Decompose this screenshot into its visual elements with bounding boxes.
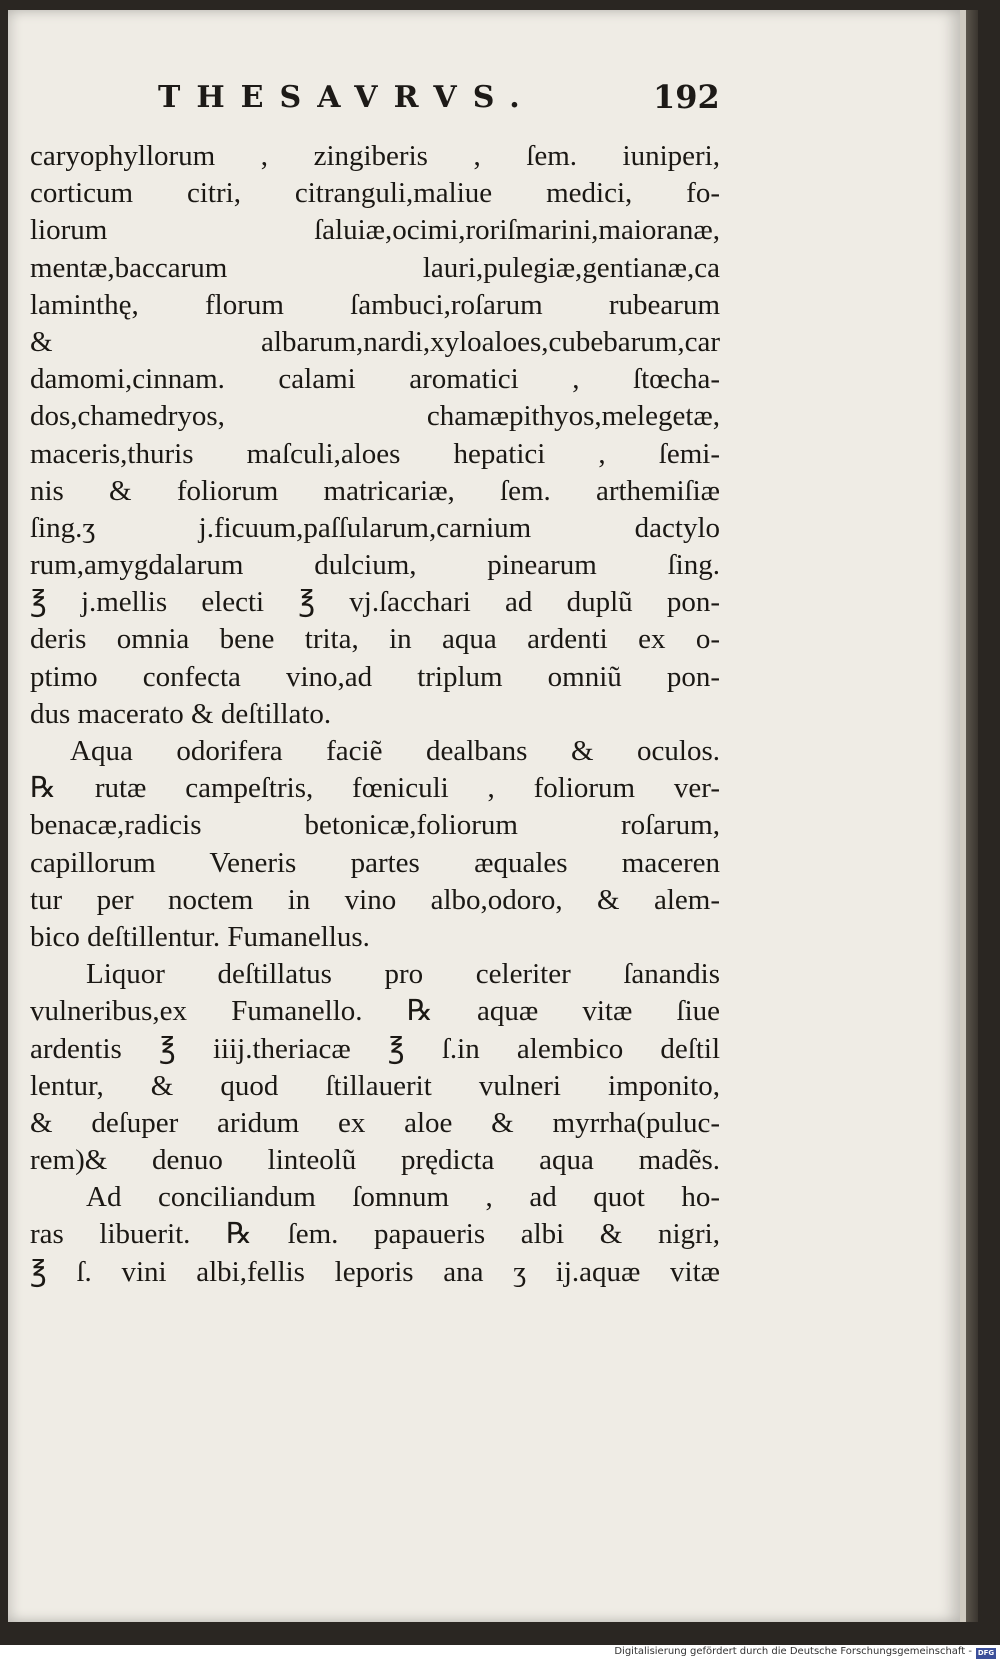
- text-line: rum,amygdalarum dulcium, pinearum ſing.: [30, 549, 720, 582]
- text-line: corticum citri, citranguli,maliue medici, fo-: [30, 177, 720, 210]
- text-line: benacæ,radicis betonicæ,foliorum roſarum,: [30, 809, 720, 842]
- text-line: vulneribus,ex Fumanello. ℞ aquæ vitæ ſiue: [30, 995, 720, 1028]
- text-line: lentur, & quod ſtillauerit vulneri imponito,: [30, 1069, 720, 1102]
- body-text: [30, 138, 720, 1291]
- section-heading-line: Aqua odorifera faciẽ dealbans & oculos.: [70, 735, 720, 767]
- text-line: & albarum,nardi,xyloaloes,cubebarum,car: [30, 325, 720, 358]
- digitization-credit-bar: [0, 1645, 1000, 1663]
- text-line: maceris,thuris maſculi,aloes hepatici , ſemi-: [30, 437, 720, 470]
- text-line: ℥ ſ. vini albi,fellis leporis ana ʒ ij.aquæ vitæ: [30, 1255, 720, 1288]
- text-line: rem)& denuo linteolũ prędicta aqua madẽs.: [30, 1144, 720, 1177]
- running-head: THESAVRVS.: [158, 80, 536, 115]
- book-page: [8, 10, 966, 1622]
- text-line: laminthę, florum ſambuci,roſarum rubearum: [30, 288, 720, 321]
- text-line: nis & foliorum matricariæ, ſem. arthemiſiæ: [30, 474, 720, 507]
- text-line: deris omnia bene trita, in aqua ardenti ex o-: [30, 623, 720, 656]
- section-heading-line: Ad conciliandum ſomnum , ad quot ho-: [86, 1181, 720, 1214]
- text-line: caryophyllorum , zingiberis , ſem. iuniperi,: [30, 140, 720, 172]
- digitization-credit: Digitalisierung gefördert durch die Deutsche Forschungsgemeinschaft -: [614, 1646, 972, 1657]
- text-line: ptimo confecta vino,ad triplum omniũ pon-: [30, 660, 720, 693]
- text-line: ras libuerit. ℞ ſem. papaueris albi & nigri,: [30, 1218, 720, 1251]
- text-line: capillorum Veneris partes æquales maceren: [30, 846, 720, 879]
- section-heading-line: Liquor deſtillatus pro celeriter ſanandis: [86, 958, 720, 991]
- text-line: ℞ rutæ campeſtris, fœniculi , foliorum ver-: [30, 772, 720, 805]
- dfg-logo-icon: DFG: [977, 1649, 995, 1657]
- text-line: dus macerato & deſtillato.: [30, 697, 332, 730]
- text-line: ardentis ℥ iiij.theriacæ ℥ ſ.in alembico deſtil: [30, 1032, 720, 1065]
- text-line: ℥ j.mellis electi ℥ vj.ſacchari ad duplũ pon-: [30, 586, 720, 619]
- text-line: & deſuper aridum ex aloe & myrrha(puluc-: [30, 1106, 720, 1139]
- text-line: tur per noctem in vino albo,odoro, & alem-: [30, 883, 720, 916]
- text-line: ſing.ʒ j.ficuum,paſſularum,carnium dactylo: [30, 511, 720, 544]
- page-header: [8, 80, 960, 120]
- text-line: mentæ,baccarum lauri,pulegiæ,gentianæ,ca: [30, 251, 720, 284]
- text-line: dos,chamedryos, chamæpithyos,melegetæ,: [30, 400, 720, 433]
- text-line: damomi,cinnam. calami aromatici , ſtœcha-: [30, 363, 720, 396]
- text-line: bico deſtillentur. Fumanellus.: [30, 920, 370, 953]
- text-line: liorum ſaluiæ,ocimi,roriſmarini,maioranæ,: [30, 214, 720, 247]
- page-number: 192: [653, 78, 720, 116]
